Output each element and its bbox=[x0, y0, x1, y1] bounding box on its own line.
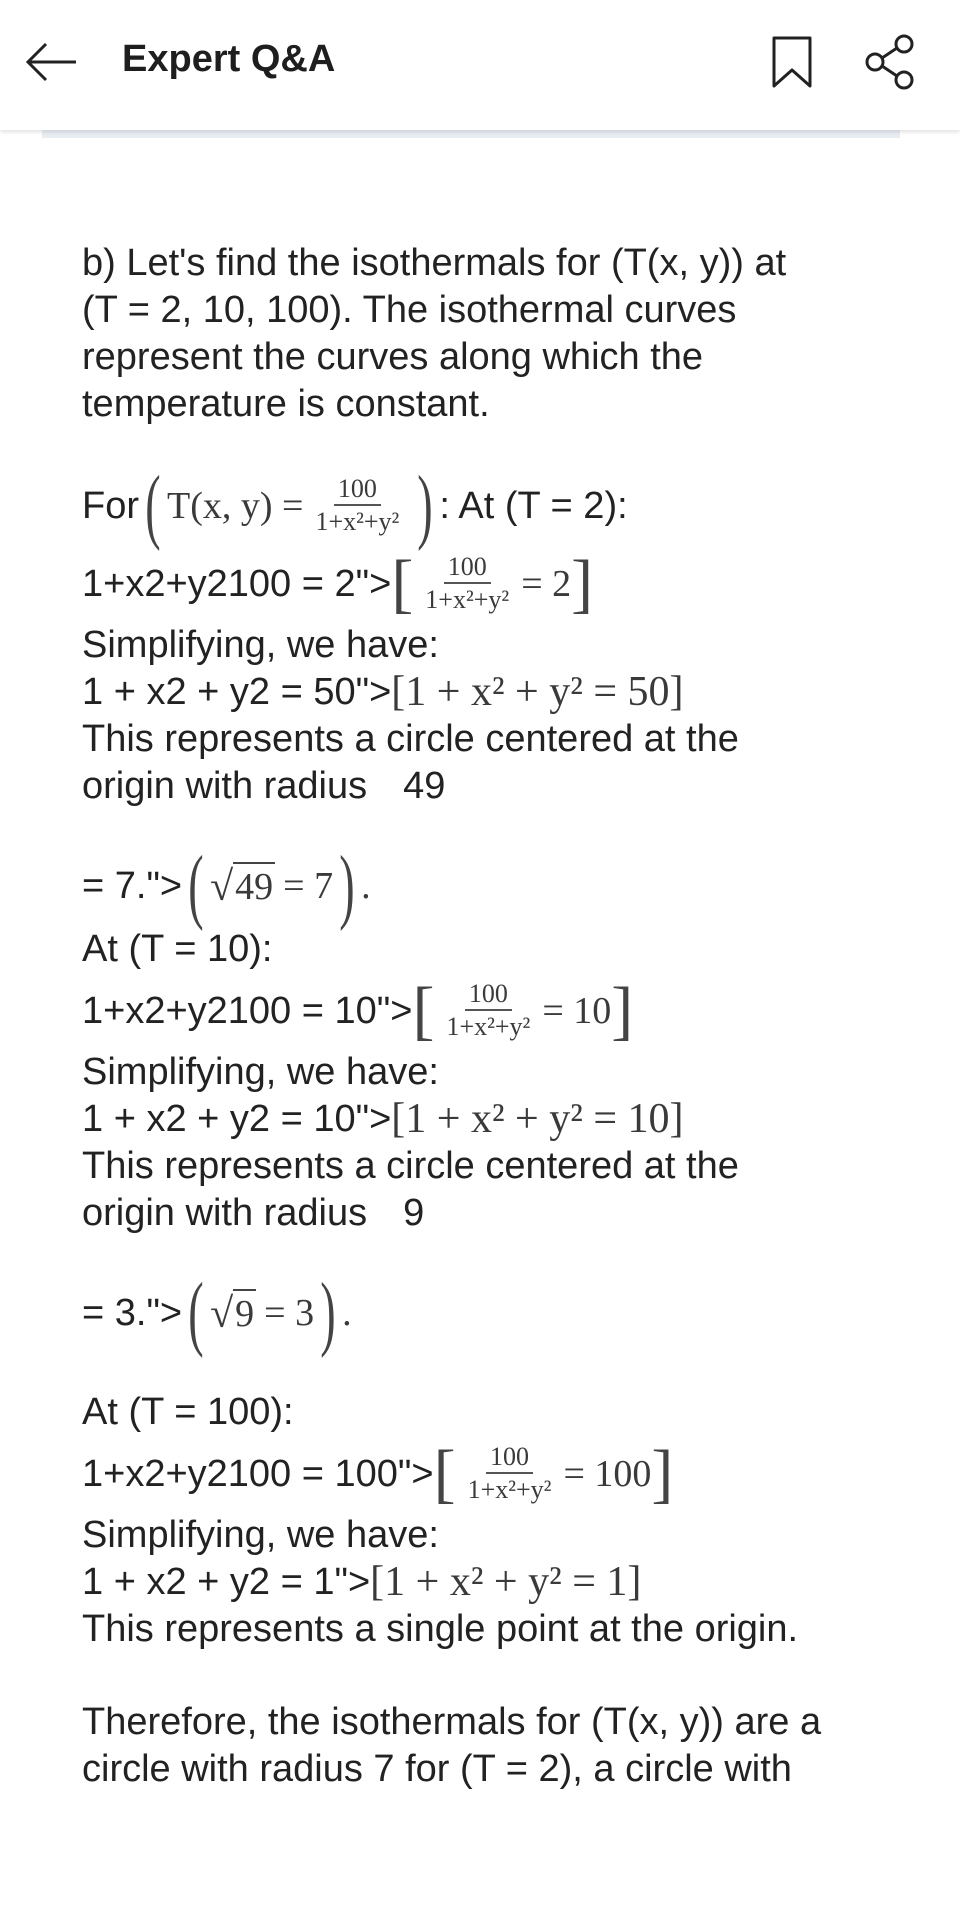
at-T100-label: At (T = 100): bbox=[82, 1391, 294, 1433]
at-T10-label: At (T = 10): bbox=[82, 928, 273, 970]
intro-line-3: represent the curves along which the bbox=[82, 336, 704, 378]
for-label: For bbox=[82, 484, 139, 527]
therefore-line-1: Therefore, the isothermals for (T(x, y)) are a bbox=[82, 1701, 822, 1743]
answer-body bbox=[82, 240, 882, 1793]
eq-line-2: 1+x2+y2100 = 10"> [ $\frac{100}{\text{1+x²+y²}}$ = 10 ] bbox=[82, 974, 634, 1047]
circle-text-1: This represents a circle centered at the bbox=[82, 718, 739, 760]
radius-line-1: origin with radius 49 bbox=[82, 765, 446, 807]
raw-eq-1: 1+x2+y2100 = 2"> bbox=[82, 562, 392, 605]
T-formula: ( T(x, y) = $\frac{100}{\text{1+x²+y²}}$ ) bbox=[145, 459, 434, 552]
simplified-eq-1: 1 + x2 + y2 = 50"> [1 + x² + y² = 50] bbox=[82, 669, 684, 715]
intro-paragraph bbox=[82, 240, 882, 428]
radius-line-2: origin with radius 9 bbox=[82, 1192, 425, 1234]
header-divider-bar bbox=[42, 130, 900, 138]
rhs-1: = 2 bbox=[521, 562, 572, 605]
therefore-line-2: circle with radius 7 for (T = 2), a circle with bbox=[82, 1748, 792, 1790]
share-icon[interactable] bbox=[864, 34, 918, 90]
app-header bbox=[0, 0, 960, 130]
circle-text-2: This represents a circle centered at the bbox=[82, 1145, 739, 1187]
point-text: This represents a single point at the origin. bbox=[82, 1608, 799, 1650]
back-arrow-icon[interactable] bbox=[24, 40, 80, 84]
eq-line-3: 1+x2+y2100 = 100"> [ $\frac{100}{\text{1+x²+y²}}$ = 100 ] bbox=[82, 1437, 674, 1510]
simplified-eq-2: 1 + x2 + y2 = 10"> [1 + x² + y² = 10] bbox=[82, 1096, 684, 1142]
simplifying-1: Simplifying, we have: bbox=[82, 624, 439, 666]
sqrt-line-1: = 7."> ( √ 49 = 7 ) . bbox=[82, 839, 371, 932]
bookmark-icon[interactable] bbox=[770, 34, 814, 90]
eq-line-1: 1+x2+y2100 = 2"> [ $\frac{100}{\text{1+x²+y²}}$ = 2 ] bbox=[82, 547, 594, 620]
for-T-line bbox=[82, 459, 882, 552]
intro-line-4: temperature is constant. bbox=[82, 383, 490, 425]
simplifying-3: Simplifying, we have: bbox=[82, 1514, 439, 1556]
T-expr: T(x, y) = bbox=[166, 484, 304, 527]
intro-line-2: (T = 2, 10, 100). The isothermal curves bbox=[82, 289, 737, 331]
fraction: $\frac{100}{\text{1+x²+y²}}$ bbox=[315, 474, 400, 536]
intro-line-1: b) Let's find the isothermals for (T(x, y)) at bbox=[82, 242, 787, 284]
at-T2-label: : At (T = 2): bbox=[439, 484, 628, 527]
simplified-eq-3: 1 + x2 + y2 = 1"> [1 + x² + y² = 1] bbox=[82, 1559, 642, 1605]
sqrt-line-2: = 3."> ( √ 9 = 3 ) . bbox=[82, 1266, 352, 1359]
page-title: Expert Q&A bbox=[122, 38, 336, 80]
simplifying-2: Simplifying, we have: bbox=[82, 1051, 439, 1093]
